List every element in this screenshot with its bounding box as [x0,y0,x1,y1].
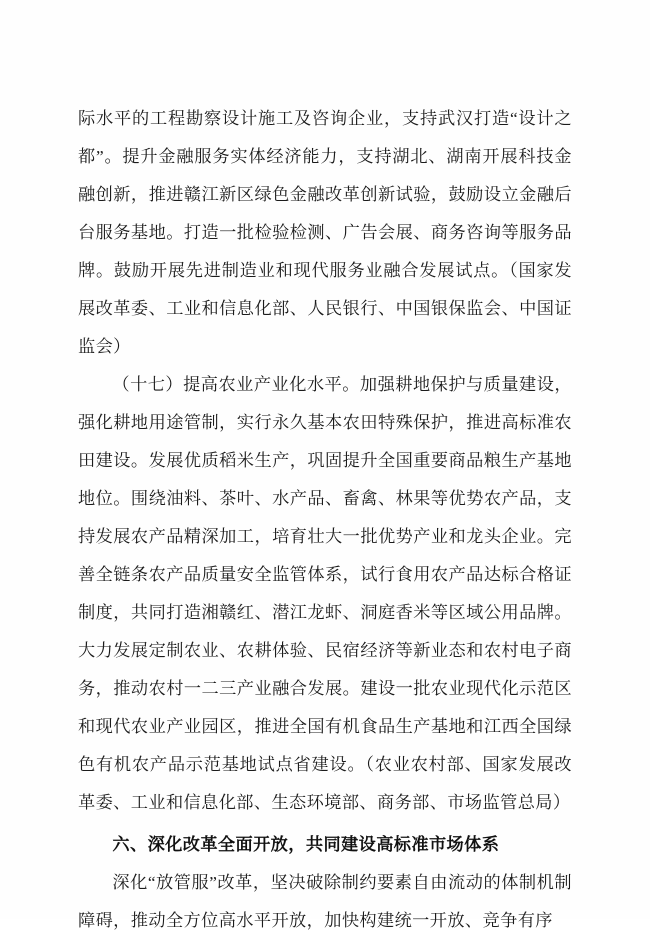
section-heading-six: 六、深化改革全面开放，共同建设高标准市场体系 [112,835,500,854]
paragraph-continued: 际水平的工程勘察设计施工及咨询企业，支持武汉打造“设计之都”。提升金融服务实体经济能力，支持湖北、湖南开展科技金融创新，推进赣江新区绿色金融改革创新试验，鼓励设立金融后台服务基地。打造一批检验检测、广告会展、商务咨询等服务品牌。鼓励开展先进制造业和现代服务业融合发展试点。（国家发展改革委、工业和信息化部、人民银行、中国银保监会、中国证监会） [78,109,572,356]
paragraph-section-six-intro: 深化“放管服”改革，坚决破除制约要素自由流动的体制机制障碍，推动全方位高水平开放，加快构建统一开放、竞争有序 [78,873,572,930]
paragraph-item-17: （十七）提高农业产业化水平。加强耕地保护与质量建设，强化耕地用途管制，实行永久基本农田特殊保护，推进高标准农田建设。发展优质稻米生产，巩固提升全国重要商品粮生产基地地位。围绕油料、茶叶、水产品、畜禽、林果等优势农产品，支持发展农产品精深加工，培育壮大一批优势产业和龙头企业。完善全链条农产品质量安全监管体系，试行食用农产品达标合格证制度，共同打造湘赣红、潜江龙虾、洞庭香米等区域公用品牌。大力发展定制农业、农耕体验、民宿经济等新业态和农村电子商务，推动农村一二三产业融合发展。建设一批农业现代化示范区和现代农业产业园区，推进全国有机食品生产基地和江西全国绿色有机农产品示范基地试点省建设。（农业农村部、国家发展改革委、工业和信息化部、生态环境部、商务部、市场监管总局） [78,375,572,812]
page-body [78,100,572,940]
